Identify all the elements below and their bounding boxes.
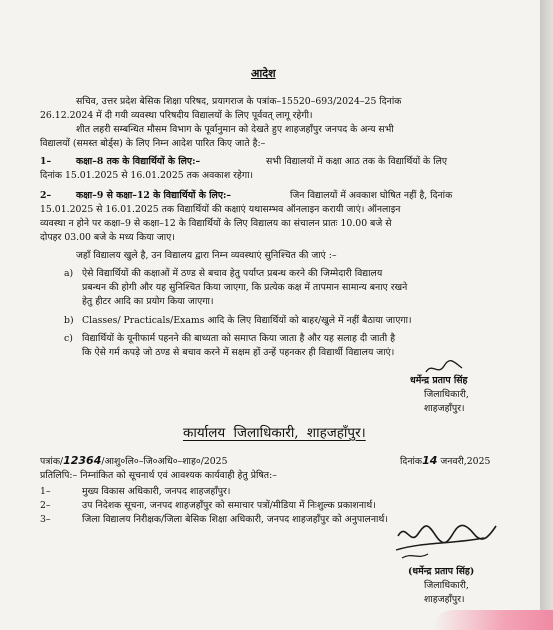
copy-1-number: 1– — [40, 486, 51, 497]
sub-a-line3: हेतु हीटर आदि का प्रयोग किया जाएगा। — [82, 296, 214, 307]
sub-c-line2: कि ऐसे गर्म कपड़े जो ठण्ड से बचाव करने में सक्षम हों उन्हें पहनकर ही विद्यार्थी विद्यालय जाएं। — [82, 347, 395, 358]
item2-line4: दोपहर 03.00 बजे के मध्य किया जाए। — [40, 232, 175, 243]
copy-3-number: 3– — [40, 514, 51, 525]
para1-line2: 26.12.2024 में दी गयी व्यवस्था परिषदीय विद्यालयों के लिए पूर्ववत् लागू रहेगी। — [40, 110, 313, 121]
copy-3-text: जिला विद्यालय निरीक्षक/जिला बेसिक शिक्षा अधिकारी, जनपद शाहजहाँपुर को अनुपालनार्थ। — [82, 514, 388, 525]
item1-heading: कक्षा–8 तक के विद्यार्थियों के लिए:– — [76, 156, 201, 167]
signer2-title: जिलाधिकारी, — [424, 580, 469, 591]
item2-line1: जिन विद्यालयों में अवकाश घोषित नहीं है, दिनांक — [290, 190, 453, 201]
page-edge — [540, 0, 553, 630]
ref-prefix: पत्रांक/ — [40, 456, 64, 467]
copy-2-number: 2– — [40, 500, 51, 511]
para2-line2: विद्यालयों (समस्त बोर्ड्स) के लिए निम्न आदेश पारित किए जाते है:– — [40, 138, 266, 149]
item2-line2: 15.01.2025 से 16.01.2025 तक विद्यार्थियों की कक्षाएं यथासम्भव ऑनलाइन करायी जाएं। ऑनलाइन — [40, 204, 401, 215]
sub-c-label: c) — [64, 333, 73, 344]
date-line — [400, 455, 490, 468]
office-heading: कार्यालय जिलाधिकारी, शाहजहाँपुर। — [183, 425, 366, 441]
signer1-place: शाहजहाँपुर। — [424, 403, 465, 414]
para3: जहाँ विद्यालय खुले है, उन विद्यालय द्वारा निम्न व्यवस्थाएं सुनिश्चित की जाएं :– — [76, 250, 337, 261]
corner-overlay — [433, 610, 553, 630]
sub-a-line1: ऐसे विद्यार्थियों की कक्षाओं में ठण्ड से बचाव हेतु पर्याप्त प्रबन्ध करने की जिम्मेदारी विद्यालय — [82, 268, 383, 279]
sub-c-line1: विद्यार्थियों के यूनीफार्म पहनने की बाध्यता को समाप्त किया जाता है और यह सलाह दी जाती है — [82, 333, 396, 344]
item2-number: 2– — [40, 190, 52, 201]
signer2-place: शाहजहाँपुर। — [424, 594, 465, 605]
ref-suffix: /आशु०लि०–जि०अधि०–शाह०/2025 — [101, 456, 228, 467]
item2-line3: व्यवस्था न होने पर कक्षा–9 से कक्षा–12 के विद्यार्थियों के लिए विद्यालय का संचालन प्रातः 10.00 बजे से — [40, 218, 392, 229]
signer1-name: धर्मेन्द्र प्रताप सिंह — [410, 375, 468, 386]
sub-b-line1: Classes/ Practicals/Exams आदि के लिए विद्यार्थियों को बाहर/खुले में नहीं बैठाया जाएगा। — [82, 315, 412, 326]
ref-number: 12364 — [63, 454, 102, 467]
signer1-title: जिलाधिकारी, — [424, 389, 469, 400]
date-suffix: जनवरी,2025 — [440, 456, 491, 467]
para2-line1: शीत लहरी सम्बन्धित मौसम विभाग के पूर्वानुमान को देखते हुए शाहजहाँपुर जनपद के अन्य सभी — [76, 124, 394, 135]
para1-line1: सचिव, उत्तर प्रदेश बेसिक शिक्षा परिषद, प्रयागराज के पत्रांक–15520–693/2024–25 दिनांक — [76, 96, 402, 107]
date-prefix: दिनांक — [400, 456, 423, 467]
ref-line — [40, 455, 228, 468]
copy-2-text: उप निदेशक सूचना, जनपद शाहजहाँपुर को समाचार पत्रों/मीडिया में निःशुल्क प्रकाशनार्थ। — [82, 500, 376, 511]
signer2-name: (धर्मेन्द्र प्रताप सिंह) — [408, 566, 475, 577]
copy-1-text: मुख्य विकास अधिकारी, जनपद शाहजहाँपुर। — [82, 486, 231, 497]
item1-number: 1– — [40, 156, 52, 167]
copy-intro: प्रतिलिपि:– निम्नांकित को सूचनार्थ एवं आवश्यक कार्यवाही हेतु प्रेषित:– — [40, 470, 277, 481]
sub-a-line2: प्रबन्धन की होगी और यह सुनिश्चित किया जाएगा, कि प्रत्येक कक्ष में तापमान सामान्य बनाए रखने — [82, 282, 408, 293]
order-title: आदेश — [251, 67, 276, 80]
item1-line2: दिनांक 15.01.2025 से 16.01.2025 तक अवकाश रहेगा। — [40, 170, 254, 181]
item1-line1: सभी विद्यालयों में कक्षा आठ तक के विद्यार्थियों के लिए — [266, 156, 448, 167]
date-day: 14 — [422, 454, 438, 467]
sub-b-label: b) — [64, 315, 74, 326]
item2-heading: कक्षा–9 से कक्षा–12 के विद्यार्थियों के लिए:– — [76, 190, 232, 201]
sub-a-label: a) — [64, 268, 74, 279]
signature-2-mark — [392, 516, 502, 562]
